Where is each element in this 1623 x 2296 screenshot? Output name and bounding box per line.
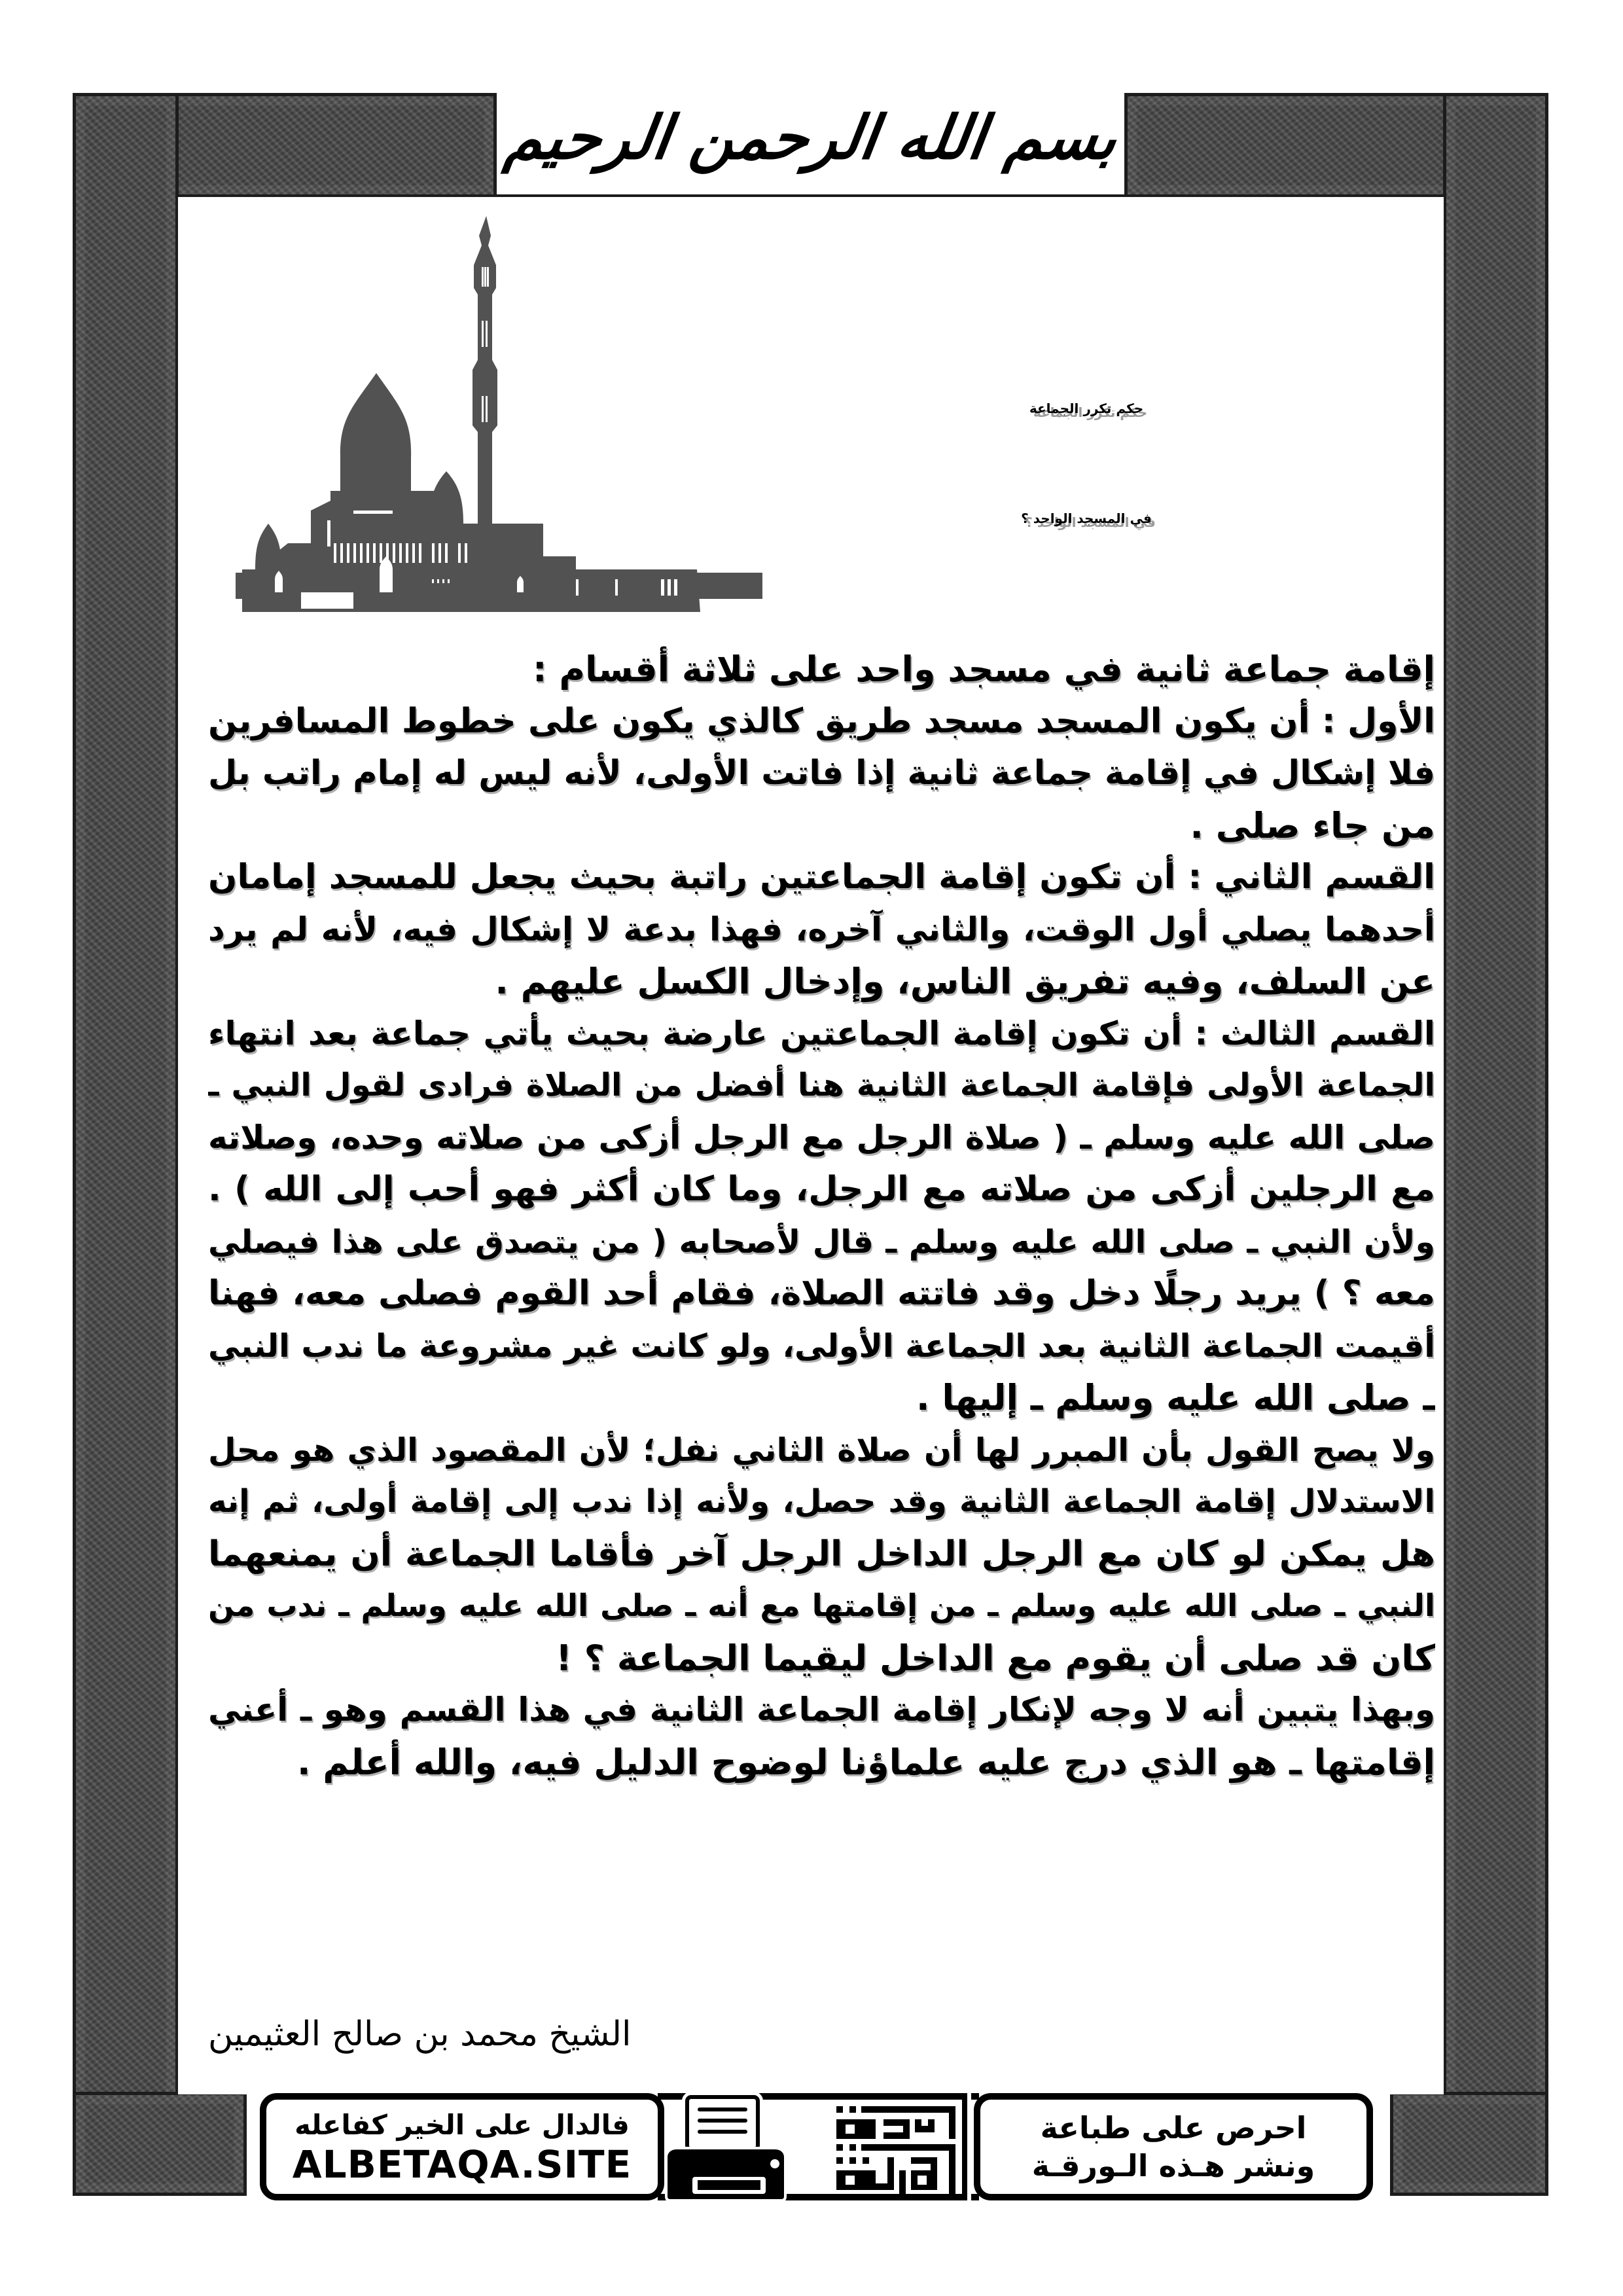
body-line: ولا يصح القول بأن المبرر لها أن صلاة الثاني نفل؛ لأن المقصود الذي هو محل: [208, 1431, 1435, 1469]
body-line: من جاء صلى .: [1190, 804, 1435, 846]
body-line: ولأن النبي ـ صلى الله عليه وسلم ـ قال لأصحابه ( من يتصدق على هذا فيصلي: [208, 1223, 1435, 1261]
body-line: صلى الله عليه وسلم ـ ( صلاة الرجل مع الرجل أزكى من صلاته وحده، وصلاته: [208, 1118, 1435, 1157]
title-line-2: في المسجد الواحد ؟: [1021, 511, 1152, 526]
body-line: كان قد صلى أن يقوم مع الداخل ليقيما الجماعة ؟ !: [556, 1637, 1435, 1679]
body-line: وبهذا يتبين أنه لا وجه لإنكار إقامة الجماعة الثانية في هذا القسم وهو ـ أعني: [208, 1691, 1435, 1729]
body-line: الجماعة الأولى فإقامة الجماعة الثانية هنا أفضل من الصلاة فرادى لقول النبي ـ: [208, 1067, 1435, 1103]
basmala-calligraphy: بسم الله الرحمن الرحيم: [501, 102, 1122, 173]
body-line: ـ صلى الله عليه وسلم ـ إليها .: [916, 1377, 1435, 1418]
body-line: القسم الثاني : أن تكون إقامة الجماعتين راتبة بحيث يجعل للمسجد إمامان: [208, 857, 1435, 897]
body-line: النبي ـ صلى الله عليه وسلم ـ من إقامتها مع أنه ـ صلى الله عليه وسلم ـ ندب من: [208, 1588, 1435, 1624]
body-line: أحدهما يصلي أول الوقت، والثاني آخره، فهذا بدعة لا إشكال فيه، لأنه لم يرد: [208, 910, 1435, 948]
frame-left: [73, 93, 179, 2196]
footer-website-link[interactable]: ALBETAQA.SITE: [292, 2142, 632, 2187]
dawat-alwaraqa-logo: [836, 2093, 974, 2200]
title-line-1: حكم تكرر الجماعة: [1029, 401, 1144, 416]
body-line: إقامة جماعة ثانية في مسجد واحد على ثلاثة أقسام :: [533, 649, 1435, 690]
frame-bottom-right: [1390, 2092, 1548, 2196]
body-line: أقيمت الجماعة الثانية بعد الجماعة الأولى، ولو كانت غير مشروعة ما ندب النبي: [208, 1327, 1435, 1365]
footer-print-box: [974, 2093, 1373, 2200]
footer-print-line-1: احرص على طباعة: [1040, 2110, 1307, 2145]
body-line: إقامتها ـ هو الذي درج عليه علماؤنا لوضوح الدليل فيه، والله أعلم .: [296, 1741, 1435, 1783]
body-line: عن السلف، وفيه تفريق الناس، وإدخال الكسل عليهم .: [495, 961, 1435, 1002]
mosque-illustration: [236, 216, 762, 612]
body-line: مع الرجلين أزكى من صلاته مع الرجل، وما كان أكثر فهو أحب إلى الله ) .: [208, 1170, 1435, 1209]
author-signature: الشيخ محمد بن صالح العثيمين: [208, 2015, 632, 2054]
printer-icon: [657, 2092, 788, 2202]
frame-bottom-left: [73, 2092, 247, 2196]
frame-right: [1443, 93, 1548, 2196]
page-title: [772, 353, 1400, 573]
footer-website-box: [260, 2093, 664, 2200]
body-line: القسم الثالث : أن تكون إقامة الجماعتين عارضة بحيث يأتي جماعة بعد انتهاء: [208, 1014, 1435, 1052]
article-body: [208, 643, 1435, 1788]
body-line: فلا إشكال في إقامة جماعة ثانية إذا فاتت الأولى، لأنه ليس له إمام راتب بل: [208, 754, 1435, 793]
body-line: معه ؟ ) يريد رجلًا دخل وقد فاتته الصلاة، فقام أحد القوم فصلى معه، فهنا: [208, 1274, 1435, 1313]
footer-print-line-2: ونشر هـذه الـورقـة: [1031, 2148, 1315, 2183]
footer-proverb: فالدال على الخير كفاعله: [294, 2109, 630, 2141]
body-line: الأول : أن يكون المسجد مسجد طريق كالذي يكون على خطوط المسافرين: [208, 701, 1435, 741]
body-line: هل يمكن لو كان مع الرجل الداخل الرجل آخر فأقاما الجماعة أن يمنعهما: [208, 1534, 1435, 1574]
body-line: الاستدلال إقامة الجماعة الثانية وقد حصل، ولأنه إذا ندب إلى إقامة أولى، ثم إنه: [208, 1483, 1435, 1520]
